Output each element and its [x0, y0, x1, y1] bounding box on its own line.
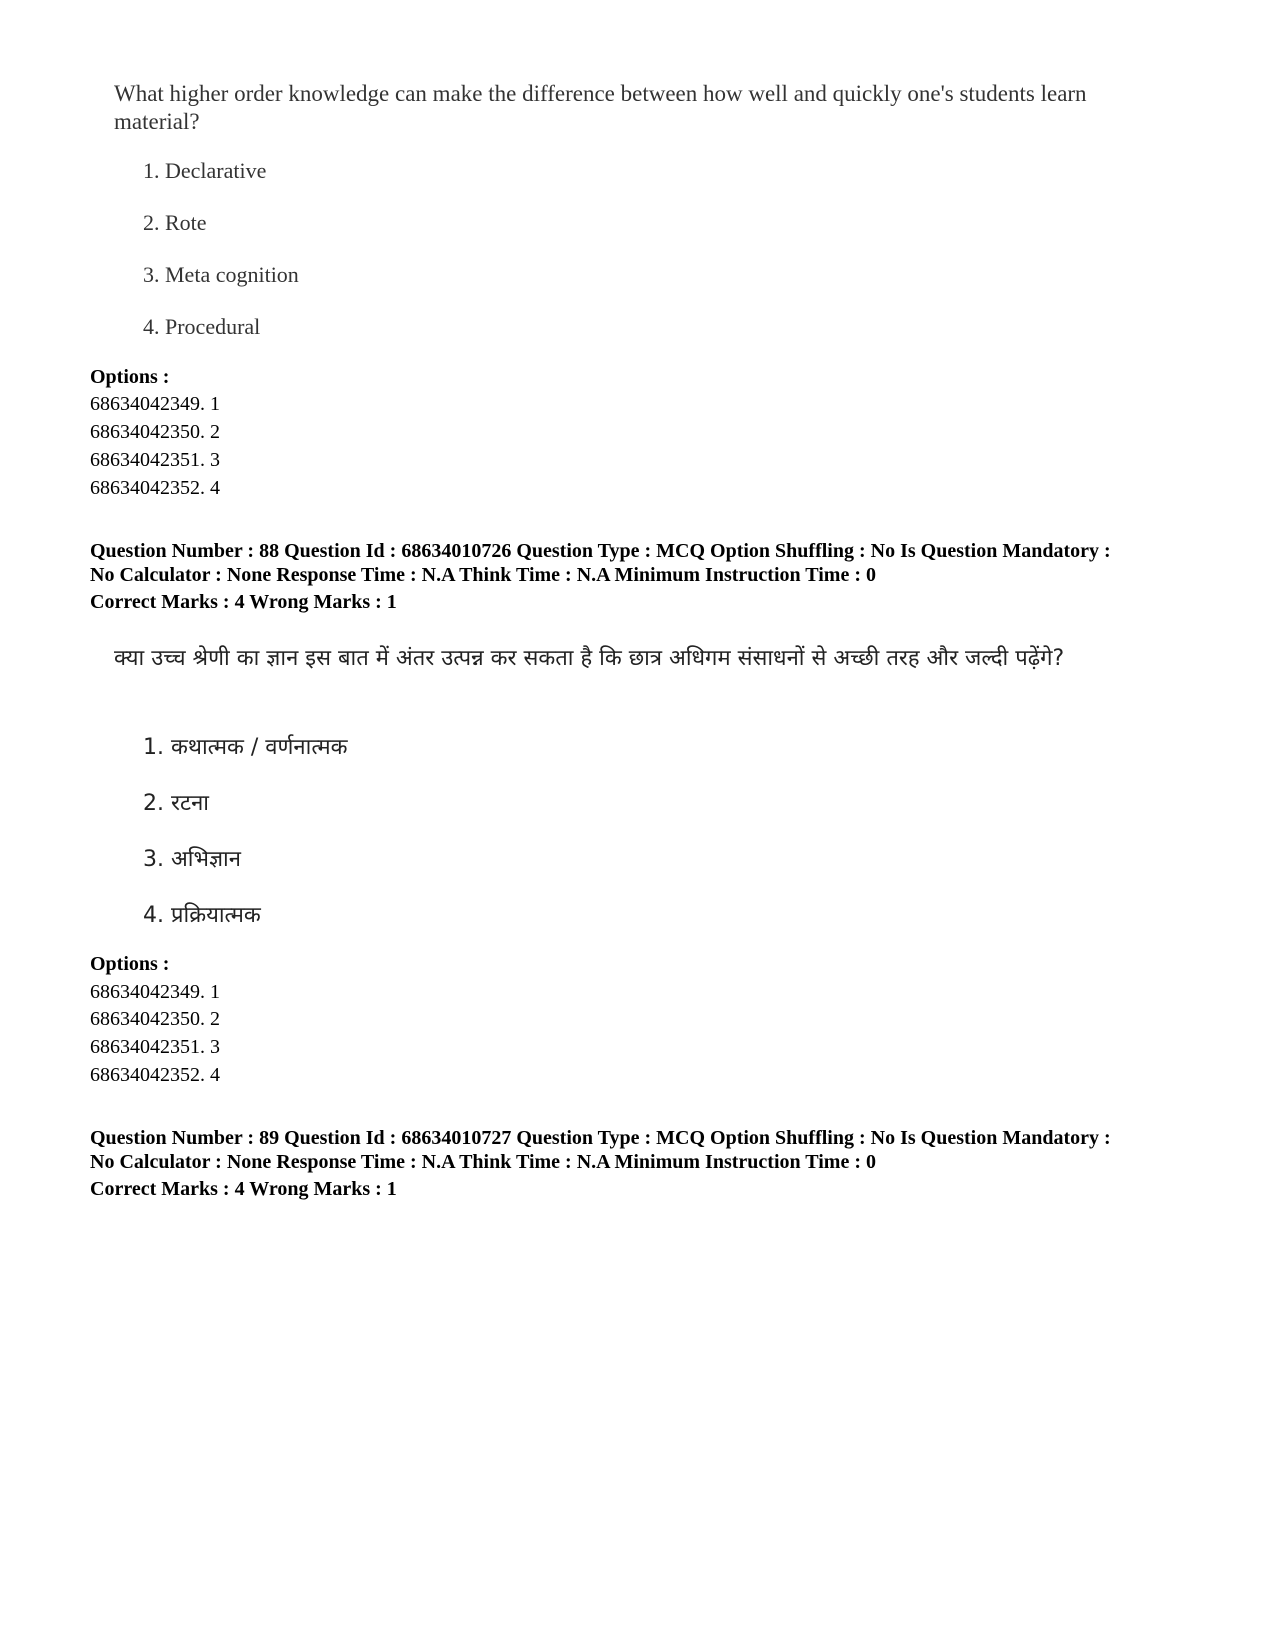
option-id-2-2: 68634042350. 2	[90, 1008, 220, 1030]
options-label: Options :	[90, 366, 170, 388]
question-88-meta	[90, 539, 1210, 587]
question-89-meta	[90, 1126, 1210, 1174]
option-id-2-3: 68634042351. 3	[90, 1036, 220, 1058]
option-id-3: 68634042351. 3	[90, 449, 220, 471]
choice-1-hindi: 1. कथात्मक / वर्णनात्मक	[143, 735, 348, 760]
question-89-meta-line2: No Calculator : None Response Time : N.A Think Time : N.A Minimum Instruction Time : 0	[90, 1151, 876, 1173]
choice-2-hindi: 2. रटना	[143, 791, 209, 816]
question-89-meta-line1: Question Number : 89 Question Id : 68634010727 Question Type : MCQ Option Shuffling : No Is Question Mandatory :	[90, 1127, 1111, 1149]
choice-2-english: 2. Rote	[143, 210, 207, 235]
choice-4-hindi: 4. प्रक्रियात्मक	[143, 903, 261, 928]
option-id-1: 68634042349. 1	[90, 393, 220, 415]
option-id-4: 68634042352. 4	[90, 477, 220, 499]
question-89-marks: Correct Marks : 4 Wrong Marks : 1	[90, 1178, 397, 1200]
option-id-2-4: 68634042352. 4	[90, 1064, 220, 1086]
option-id-2-1: 68634042349. 1	[90, 981, 220, 1003]
question-text-english: What higher order knowledge can make the difference between how well and quickly one's students learn material?	[114, 81, 1087, 134]
choice-4-english: 4. Procedural	[143, 314, 261, 339]
question-88-meta-line1: Question Number : 88 Question Id : 68634010726 Question Type : MCQ Option Shuffling : No Is Question Mandatory :	[90, 540, 1111, 562]
question-88-meta-line2: No Calculator : None Response Time : N.A Think Time : N.A Minimum Instruction Time : 0	[90, 564, 876, 586]
options-label-2: Options :	[90, 953, 170, 975]
question-text-hindi: क्या उच्च श्रेणी का ज्ञान इस बात में अंतर उत्पन्न कर सकता है कि छात्र अधिगम संसाधनों से अच्छी तरह और जल्दी पढ़ेंगे?	[114, 646, 1065, 671]
choice-3-hindi: 3. अभिज्ञान	[143, 847, 241, 872]
choice-3-english: 3. Meta cognition	[143, 262, 299, 287]
choice-1-english: 1. Declarative	[143, 158, 267, 183]
question-88-marks: Correct Marks : 4 Wrong Marks : 1	[90, 591, 397, 613]
option-id-2: 68634042350. 2	[90, 421, 220, 443]
